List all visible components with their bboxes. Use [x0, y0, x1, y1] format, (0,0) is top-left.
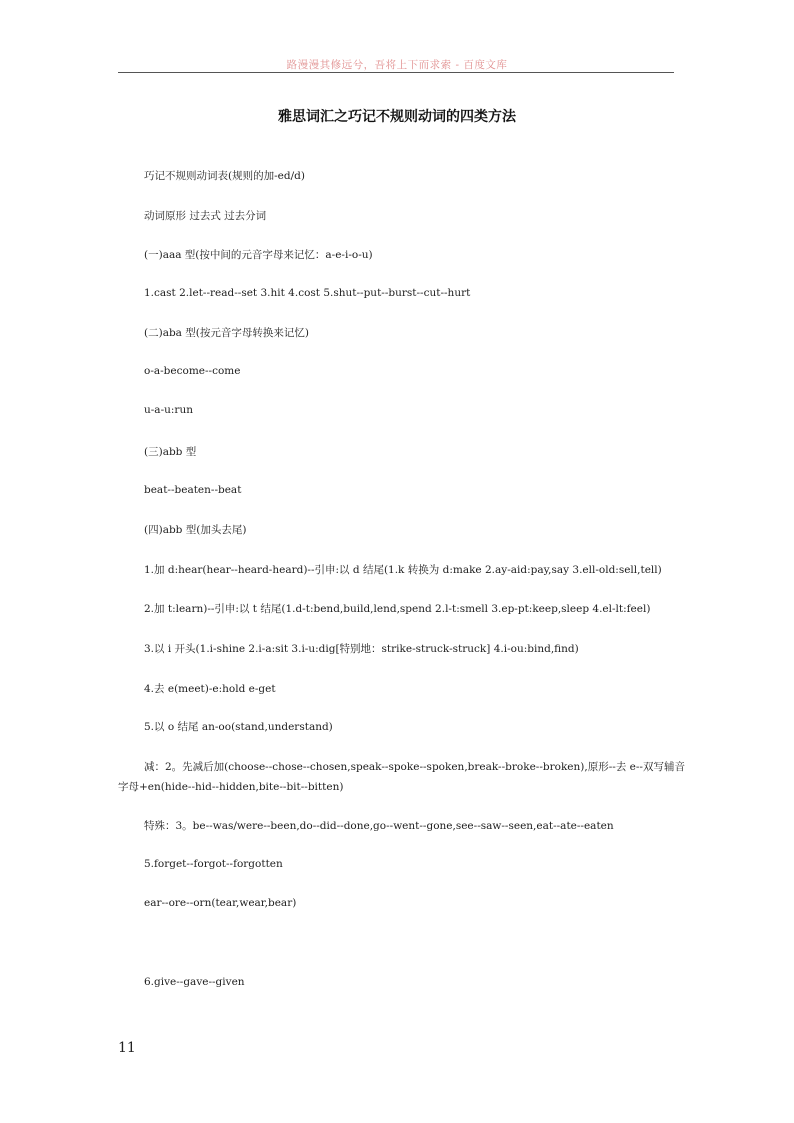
paragraph-line: beat--beaten--beat: [144, 484, 242, 496]
paragraph-line: (四)abb 型(加头去尾): [144, 524, 247, 536]
paragraph-line: (三)abb 型: [144, 446, 197, 458]
paragraph-line: 特殊：3。be--was/were--been,do--did--done,go--went--gone,see--saw--seen,eat--ate--eaten: [144, 820, 614, 832]
paragraph-line: 1.cast 2.let--read--set 3.hit 4.cost 5.shut--put--burst--cut--hurt: [144, 287, 471, 299]
paragraph-line: 5.以 o 结尾 an-oo(stand,understand): [144, 721, 333, 733]
page-number: 11: [118, 1040, 136, 1056]
paragraph-line: 5.forget--forgot--forgotten: [144, 858, 283, 870]
paragraph-line-continuation: 字母+en(hide--hid--hidden,bite--bit--bitten): [118, 781, 344, 793]
paragraph-line: 3.以 i 开头(1.i-shine 2.i-a:sit 3.i-u:dig[特别地：strike-struck-struck] 4.i-ou:bind,find): [144, 643, 579, 655]
paragraph-line: u-a-u:run: [144, 404, 193, 416]
paragraph-line: (一)aaa 型(按中间的元音字母来记忆：a-e-i-o-u): [144, 249, 373, 261]
paragraph-line: 巧记不规则动词表(规则的加-ed/d): [144, 170, 305, 182]
paragraph-line: (二)aba 型(按元音字母转换来记忆): [144, 327, 309, 339]
running-header: 路漫漫其修远兮，吾将上下而求索 - 百度文库: [286, 59, 508, 71]
paragraph-line: 4.去 e(meet)-e:hold e-get: [144, 683, 276, 695]
paragraph-line: 减：2。先减后加(choose--chose--chosen,speak--spoke--spoken,break--broke--broken),原形--去 e--双写辅音: [144, 761, 685, 773]
paragraph-line: ear--ore--orn(tear,wear,bear): [144, 897, 297, 909]
paragraph-line: 1.加 d:hear(hear--heard-heard)--引申:以 d 结尾(1.k 转换为 d:make 2.ay-aid:pay,say 3.ell-old:sell,tell): [144, 564, 662, 576]
paragraph-line: o-a-become--come: [144, 365, 241, 377]
header-divider: [118, 72, 674, 73]
paragraph-line: 动词原形 过去式 过去分词: [144, 210, 267, 222]
paragraph-line: 6.give--gave--given: [144, 976, 245, 988]
paragraph-line: 2.加 t:learn)--引申:以 t 结尾(1.d-t:bend,build,lend,spend 2.l-t:smell 3.ep-pt:keep,sleep 4.el-lt:feel): [144, 603, 651, 615]
document-title: 雅思词汇之巧记不规则动词的四类方法: [278, 109, 516, 125]
